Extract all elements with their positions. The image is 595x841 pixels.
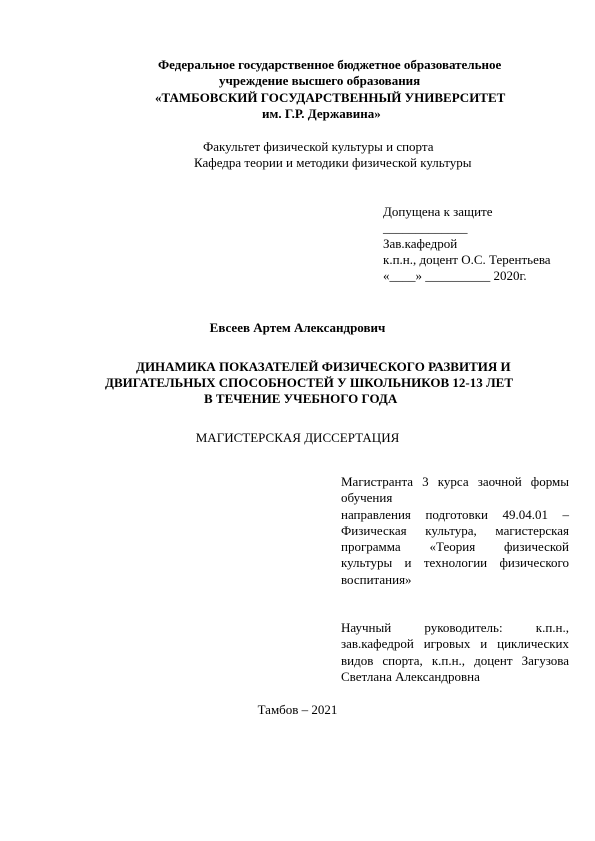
student-info-line-5: программа «Теория физической <box>341 539 569 555</box>
approval-date-line: «____» __________ 2020г. <box>383 268 527 283</box>
author-name: Евсеев Артем Александрович <box>209 320 386 335</box>
thesis-title-line-1: ДИНАМИКА ПОКАЗАТЕЛЕЙ ФИЗИЧЕСКОГО РАЗВИТИЯ И <box>136 359 511 374</box>
student-info-line-3: направления подготовки 49.04.01 – <box>341 506 569 522</box>
student-info-line-1: Магистранта 3 курса заочной формы <box>341 474 569 489</box>
student-info-line-2: обучения <box>341 490 393 506</box>
thesis-title-line-2: ДВИГАТЕЛЬНЫХ СПОСОБНОСТЕЙ У ШКОЛЬНИКОВ 12-13 ЛЕТ <box>105 375 514 390</box>
city-year: Тамбов – 2021 <box>257 702 338 717</box>
approval-heading: Допущена к защите <box>383 204 493 219</box>
approval-person: к.п.н., доцент О.С. Терентьева <box>383 252 551 267</box>
supervisor-info-block <box>341 620 569 685</box>
institution-line-2: учреждение высшего образования <box>219 73 421 88</box>
student-info-block <box>341 474 569 588</box>
supervisor-info-line-2: зав.кафедрой игровых и циклических <box>341 636 569 652</box>
institution-line-4: им. Г.Р. Державина» <box>262 106 381 121</box>
approval-position: Зав.кафедрой <box>383 236 458 251</box>
signature-line: _____________ <box>383 220 468 235</box>
student-info-line-6: культуры и технологии физического <box>341 555 569 571</box>
student-info-line-7: воспитания» <box>341 571 412 587</box>
thesis-title-line-3: В ТЕЧЕНИЕ УЧЕБНОГО ГОДА <box>204 391 398 406</box>
institution-line-1: Федеральное государственное бюджетное образовательное <box>158 57 502 72</box>
supervisor-info-line-4: Светлана Александровна <box>341 668 480 684</box>
faculty-name: Факультет физической культуры и спорта <box>203 139 434 154</box>
student-info-line-4: Физическая культура, магистерская <box>341 522 569 538</box>
thesis-type: МАГИСТЕРСКАЯ ДИССЕРТАЦИЯ <box>195 430 400 445</box>
institution-line-3: «ТАМБОВСКИЙ ГОСУДАРСТВЕННЫЙ УНИВЕРСИТЕТ <box>155 90 506 105</box>
department-name: Кафедра теории и методики физической культуры <box>194 155 472 170</box>
supervisor-info-line-3: видов спорта, к.п.н., доцент Загузова <box>341 652 569 668</box>
supervisor-info-line-1: Научный руководитель: к.п.н., <box>341 620 569 635</box>
